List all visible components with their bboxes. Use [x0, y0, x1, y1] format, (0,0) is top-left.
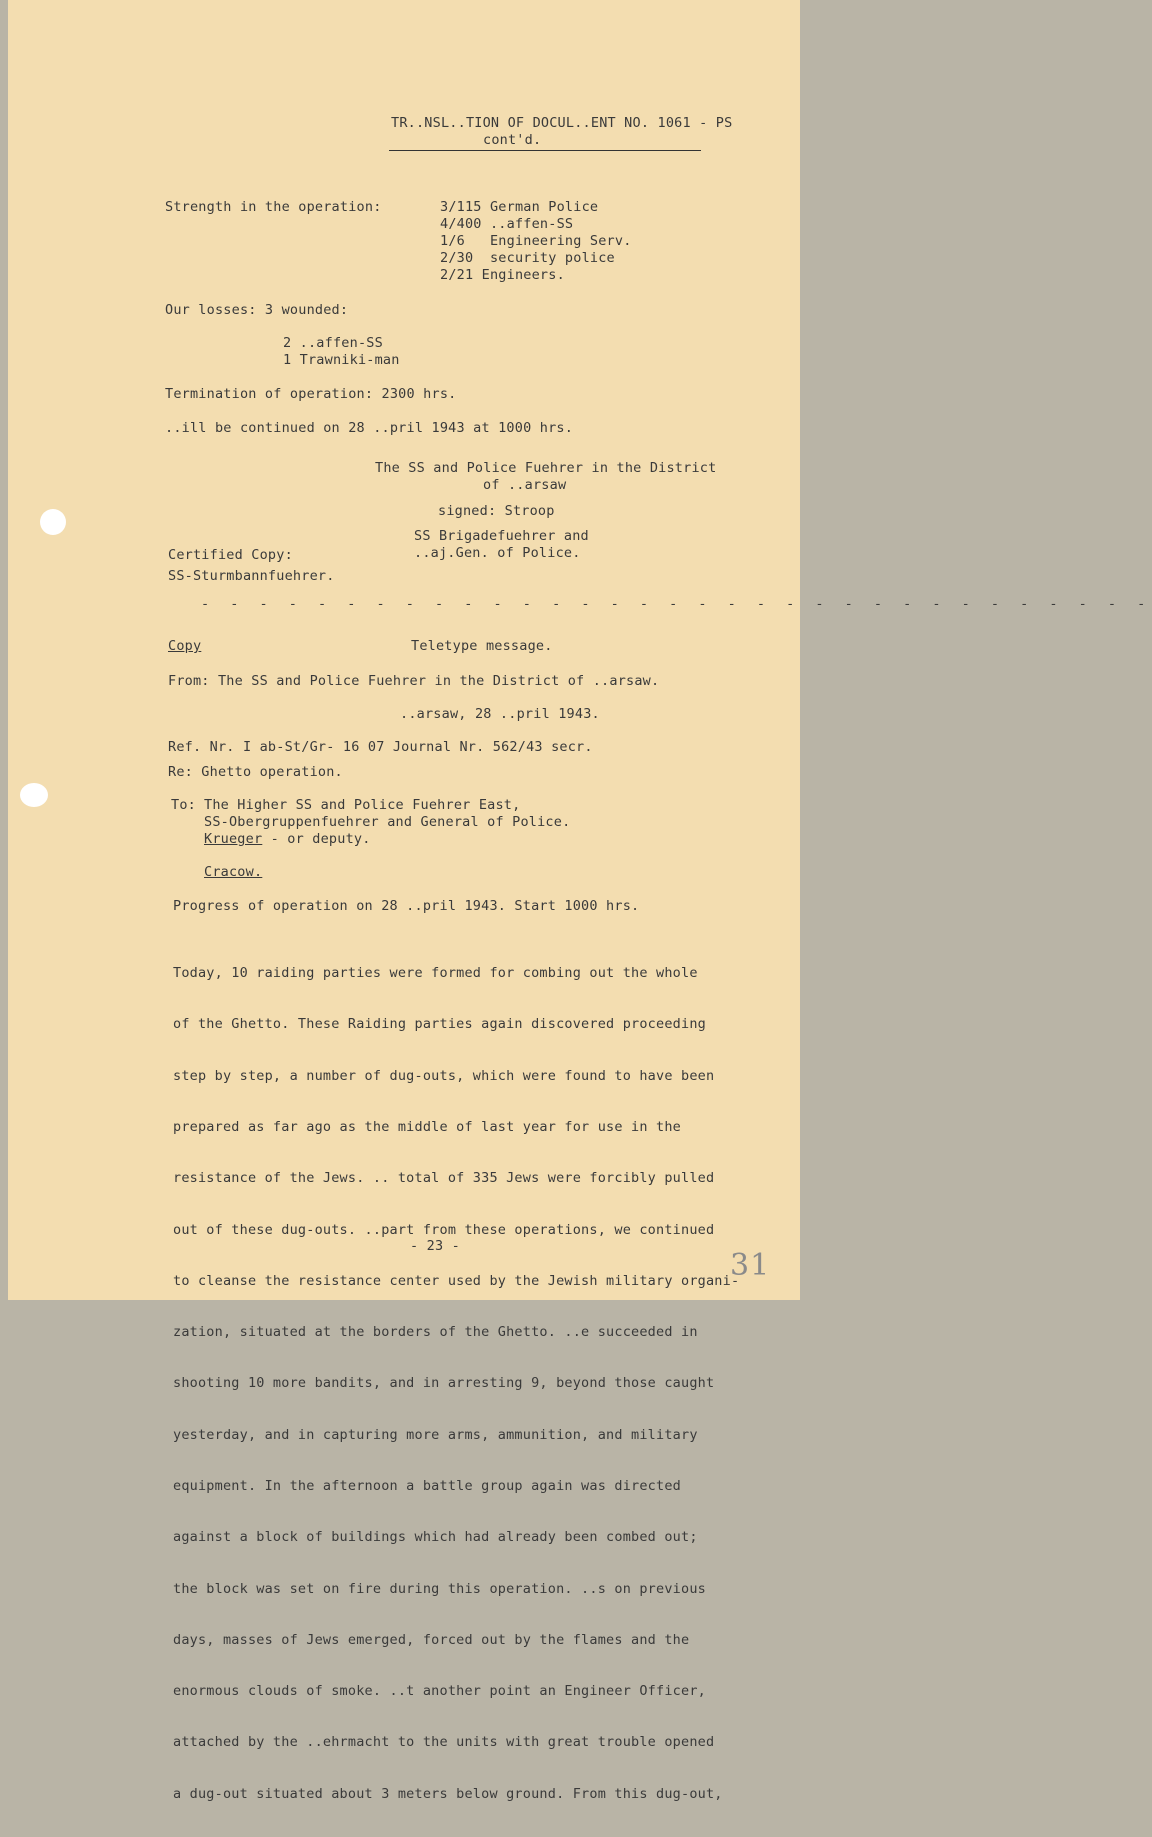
teletype-heading: Teletype message. [411, 638, 553, 654]
strength-list [440, 199, 632, 284]
reference-line: Ref. Nr. I ab-St/Gr- 16 07 Journal Nr. 562/43 secr. [168, 739, 593, 755]
copy-label: Copy [168, 638, 202, 654]
recipient-name-line [204, 831, 371, 847]
losses-item: 1 Trawniki-man [283, 352, 400, 368]
paragraph-line: prepared as far ago as the middle of last year for use in the [173, 1119, 681, 1136]
recipient-line: The Higher SS and Police Fuehrer East, [204, 797, 521, 813]
from-line: From: The SS and Police Fuehrer in the District of ..arsaw. [168, 673, 660, 689]
strength-item: 2/21 Engineers. [440, 267, 565, 283]
paragraph-line: to cleanse the resistance center used by the Jewish military organi- [173, 1272, 740, 1289]
losses-list [283, 335, 400, 369]
section-divider: - - - - - - - - - - - - - - - - - - - - - - - - - - - - - - - - - [201, 596, 1152, 612]
strength-item: 2/30 security police [440, 250, 615, 266]
termination-line: Termination of operation: 2300 hrs. [165, 386, 457, 402]
paragraph-line: the block was set on fire during this operation. ..s on previous [173, 1580, 706, 1597]
signature-title-district: of ..arsaw [483, 477, 567, 493]
recipient-deputy: - or deputy. [262, 831, 371, 847]
report-paragraph [173, 931, 753, 1837]
punch-hole [20, 783, 48, 807]
paragraph-line: out of these dug-outs. ..part from these operations, we continued [173, 1221, 715, 1238]
document-title: TR..NSL..TION OF DOCUL..ENT NO. 1061 - PS [391, 115, 733, 131]
paragraph-line: zation, situated at the borders of the Ghetto. ..e succeeded in [173, 1324, 698, 1341]
signature-rank: SS Brigadefuehrer and [414, 528, 589, 544]
document-page [8, 0, 1152, 1802]
paragraph-line: Today, 10 raiding parties were formed for combing out the whole [173, 965, 698, 982]
losses-label: Our losses: 3 wounded: [165, 302, 349, 318]
progress-line: Progress of operation on 28 ..pril 1943. Start 1000 hrs. [173, 898, 640, 914]
certified-copy-rank: SS-Sturmbannfuehrer. [168, 568, 335, 584]
paragraph-line: against a block of buildings which had already been combed out; [173, 1529, 698, 1546]
subject-line: Re: Ghetto operation. [168, 764, 343, 780]
punch-hole [40, 509, 66, 535]
strength-item: 4/400 ..affen-SS [440, 216, 574, 232]
paragraph-line: a dug-out situated about 3 meters below ground. From this dug-out, [173, 1785, 723, 1802]
handwritten-page-number: 31 [730, 1248, 771, 1283]
strength-label: Strength in the operation: [165, 199, 382, 215]
signature-rank-2: ..aj.Gen. of Police. [414, 545, 581, 561]
paragraph-line: attached by the ..ehrmacht to the units with great trouble opened [173, 1734, 715, 1751]
recipient-rank: SS-Obergruppenfuehrer and General of Police. [204, 814, 571, 830]
recipient-name: Krueger [204, 831, 263, 847]
strength-item: 1/6 Engineering Serv. [440, 233, 632, 249]
page-number: - 23 - [410, 1238, 460, 1254]
document-subtitle: cont'd. [483, 132, 542, 148]
paragraph-line: equipment. In the afternoon a battle group again was directed [173, 1478, 681, 1494]
paragraph-line: shooting 10 more bandits, and in arresting 9, beyond those caught [173, 1375, 715, 1392]
losses-item: 2 ..affen-SS [283, 335, 383, 351]
certified-copy-label: Certified Copy: [168, 547, 293, 563]
paragraph-line: enormous clouds of smoke. ..t another point an Engineer Officer, [173, 1683, 706, 1700]
title-underline [389, 150, 701, 151]
paragraph-line: step by step, a number of dug-outs, which were found to have been [173, 1067, 715, 1084]
strength-item: 3/115 German Police [440, 199, 599, 215]
paragraph-line: days, masses of Jews emerged, forced out by the flames and the [173, 1631, 690, 1648]
paragraph-line: resistance of the Jews. .. total of 335 Jews were forcibly pulled [173, 1170, 715, 1187]
signature-signed: signed: Stroop [438, 503, 555, 519]
place-date: ..arsaw, 28 ..pril 1943. [400, 706, 600, 722]
to-label: To: [171, 797, 196, 813]
signature-title: The SS and Police Fuehrer in the District [375, 460, 717, 476]
paragraph-line: of the Ghetto. These Raiding parties again discovered proceeding [173, 1016, 706, 1033]
city-line: Cracow. [204, 864, 263, 880]
paragraph-line: yesterday, and in capturing more arms, ammunition, and military [173, 1426, 698, 1443]
continuation-line: ..ill be continued on 28 ..pril 1943 at 1000 hrs. [165, 420, 574, 436]
